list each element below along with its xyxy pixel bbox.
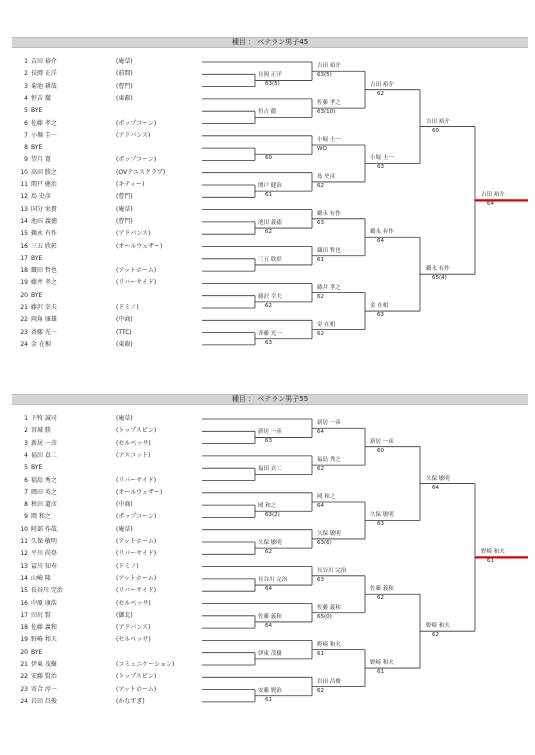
draw-number: 7	[24, 131, 28, 139]
match-score: 61	[317, 650, 324, 657]
club-name: (TTC)	[116, 328, 132, 336]
draw-number: 15	[20, 587, 28, 595]
player-name: 池田 義徳	[31, 217, 57, 225]
match-score: 62	[432, 632, 439, 639]
player-name: 長谷川 完治	[31, 587, 63, 595]
player-name: 寄合 淳一	[31, 685, 57, 693]
draw-number: 3	[24, 82, 28, 90]
player-name: 冨川 知寿	[31, 562, 57, 570]
player-name: 久保 敏明	[31, 538, 57, 545]
draw-number: 13	[20, 562, 28, 570]
player-name: 恒吉 徹	[31, 94, 51, 102]
club-name: (アットホーム)	[116, 538, 157, 545]
match-winner: 吉田 裕介	[317, 63, 341, 70]
player-name: 藤井 孝之	[31, 279, 57, 287]
draw-number: 12	[20, 550, 28, 558]
club-name: (アットホーム)	[116, 267, 157, 275]
draw-number: 16	[20, 242, 28, 250]
club-name: (ドミノ)	[116, 562, 139, 570]
club-name: (リバーサイド)	[116, 279, 157, 287]
club-name: (リバーサイド)	[116, 476, 157, 484]
match-winner: 小堀 圭一	[370, 155, 394, 162]
match-winner: 野崎 和夫	[317, 641, 341, 648]
match-winner: 鵜永 有作	[426, 266, 450, 273]
club-name: (庵草)	[116, 205, 133, 213]
match-winner: 長谷川 完治	[317, 567, 347, 574]
match-winner: 久保 敏明	[426, 475, 450, 482]
player-name: 吉田 裕介	[31, 58, 57, 65]
match-winner: 岡 和之	[258, 503, 277, 510]
match-score: 62	[377, 90, 384, 97]
draw-number: 14	[20, 217, 28, 225]
club-name: (東叡)	[116, 94, 133, 102]
draw-number: 23	[20, 328, 28, 336]
draw-number: 16	[20, 599, 28, 607]
player-name: 中原 康浩	[31, 599, 57, 607]
draw-number: 22	[20, 316, 28, 324]
club-name: (中商)	[116, 316, 133, 324]
match-score: 63	[265, 438, 272, 445]
draw-number: 1	[24, 415, 28, 422]
draw-number: 11	[20, 181, 28, 188]
draw-number: 6	[24, 476, 28, 484]
match-score: 62	[317, 293, 324, 300]
player-name: 島 史彦	[31, 193, 51, 201]
draw-number: 2	[24, 427, 28, 435]
draw-number: 11	[20, 538, 28, 545]
draw-number: 5	[24, 107, 28, 115]
match-score: 62	[265, 549, 272, 556]
player-name: 佐藤 義和	[31, 624, 57, 632]
match-score: 63	[377, 521, 384, 528]
draw-number: 4	[24, 94, 28, 102]
match-winner: 福島 秀之	[317, 457, 341, 464]
player-name: 福田 貞二	[31, 451, 57, 459]
player-name: BYE	[31, 291, 43, 299]
club-name: (コミュニケーション)	[116, 661, 175, 668]
match-winner: 新居 一彦	[317, 420, 341, 427]
draw-number: 10	[20, 168, 28, 176]
player-name: 岡 和之	[31, 513, 51, 521]
club-name: (セルベッサ)	[116, 599, 151, 607]
event-title: 種目 ： ベテラン男子55	[231, 395, 309, 403]
match-winner: 小堀 圭一	[317, 137, 341, 144]
match-score: 63(5)	[317, 72, 332, 79]
match-score: 63	[317, 576, 324, 583]
match-score: 63	[377, 312, 384, 319]
match-winner: 野崎 和夫	[370, 660, 394, 667]
club-name: (セルベッサ)	[116, 636, 151, 644]
match-winner: 吉田 裕介	[426, 118, 450, 125]
player-name: 山崎 隆	[31, 574, 51, 582]
match-score: 63(10)	[317, 109, 336, 116]
match-score: 65(4)	[432, 275, 447, 282]
club-name: (庵草)	[116, 525, 133, 533]
draw-number: 20	[20, 291, 28, 299]
draw-number: 8	[24, 144, 28, 152]
club-name: (東叡)	[116, 340, 133, 348]
draw-number: 12	[20, 193, 28, 201]
match-score: 63	[377, 164, 384, 171]
draw-number: 13	[20, 205, 28, 213]
club-name: (アドバンス)	[116, 131, 151, 139]
match-winner: 福田 貞二	[258, 466, 282, 473]
club-name: (オールウェザー)	[116, 242, 163, 250]
draw-number: 20	[20, 648, 28, 656]
draw-number: 19	[20, 636, 28, 644]
club-name: (アドバンス)	[116, 230, 151, 238]
player-name: BYE	[31, 254, 43, 262]
club-name: (OVテニスクラブ)	[116, 168, 166, 176]
club-name: (ドミノ)	[116, 304, 139, 311]
club-name: (トップスピン)	[116, 673, 157, 681]
club-name: (かなすぎ)	[116, 697, 145, 705]
club-name: (キティー)	[116, 181, 145, 188]
player-name: 高田 勝之	[31, 168, 57, 176]
club-name: (曹門)	[116, 217, 133, 225]
match-winner: 久保 敏明	[317, 530, 341, 537]
player-name: 織田 哲也	[31, 267, 57, 275]
champion-name: 野崎 和夫	[481, 549, 505, 556]
match-winner: 伊東 茂樹	[258, 650, 282, 657]
match-winner: 佐藤 義和	[317, 604, 341, 611]
match-winner: 岡 和之	[317, 494, 336, 501]
club-name: (ポップコーン)	[116, 513, 157, 521]
player-name: 藤沢 幸夫	[31, 304, 57, 311]
match-score: 61	[317, 256, 324, 263]
match-winner: 三五 欣彰	[258, 256, 282, 263]
player-name: 望月 寛	[31, 156, 51, 164]
draw-number: 14	[20, 574, 28, 582]
player-name: BYE	[31, 464, 43, 472]
player-name: BYE	[31, 648, 43, 656]
match-score: 61	[377, 669, 384, 676]
match-winner: 藤井 孝之	[317, 284, 341, 291]
match-score: 62	[265, 229, 272, 236]
match-score: 63(6)	[317, 539, 332, 546]
club-name: (ポップコーン)	[116, 119, 157, 127]
draw-number: 9	[24, 513, 28, 521]
match-winner: 久保 敏明	[258, 540, 282, 547]
match-winner: 新居 一彦	[258, 429, 282, 436]
match-score: 64	[377, 238, 384, 245]
player-name: 阿部 作哉	[31, 525, 57, 533]
player-name: 小堀 圭一	[31, 131, 57, 139]
player-name: BYE	[31, 107, 43, 115]
match-winner: 織田 哲也	[317, 247, 341, 254]
player-name: 斉藤 光一	[31, 328, 57, 336]
club-name: (アスコット)	[116, 451, 151, 459]
draw-number: 7	[24, 488, 28, 496]
player-name: 長岡 正洋	[31, 70, 57, 78]
match-score: 64	[432, 484, 439, 491]
match-score: 62	[377, 595, 384, 602]
draw-number: 17	[20, 254, 28, 262]
match-winner: 藤沢 幸夫	[258, 293, 282, 300]
draw-number: 22	[20, 673, 28, 681]
draw-number: 5	[24, 464, 28, 472]
match-winner: 野崎 和夫	[426, 623, 450, 630]
player-name: 福島 秀之	[31, 476, 57, 484]
player-name: 秋田 道彦	[31, 501, 57, 509]
match-winner: 吉田 裕介	[370, 81, 394, 88]
club-name: (曹門)	[116, 82, 133, 90]
draw-number: 21	[20, 304, 28, 311]
club-name: (リバーサイド)	[116, 550, 157, 558]
match-winner: 鵜永 有作	[370, 229, 394, 236]
match-winner: 斉藤 光一	[258, 330, 282, 337]
match-score: 63	[317, 219, 324, 226]
match-winner: 恒吉 徹	[258, 109, 277, 116]
club-name: (アットホーム)	[116, 574, 157, 582]
match-winner: 安藤 賢治	[258, 687, 282, 694]
player-name: 岡田 英之	[31, 488, 57, 496]
draw-number: 24	[20, 697, 28, 705]
player-name: 両角 康雄	[31, 316, 57, 324]
match-winner: 長岡 正洋	[258, 72, 282, 79]
player-name: 野崎 和夫	[31, 636, 57, 644]
match-score: 63	[265, 339, 272, 346]
draw-number: 10	[20, 525, 28, 533]
match-score: 64	[265, 586, 272, 593]
match-score: 60	[265, 155, 272, 162]
match-winner: 島 史彦	[317, 173, 336, 180]
draw-number: 4	[24, 451, 28, 459]
player-name: 金 在相	[31, 340, 51, 348]
club-name: (庵草)	[116, 415, 133, 422]
draw-number: 15	[20, 230, 28, 238]
match-score: 64	[265, 622, 272, 629]
club-name: (アットホーム)	[116, 685, 157, 693]
draw-number: 6	[24, 119, 28, 127]
player-name: 田尻 賢	[31, 611, 51, 619]
draw-number: 17	[20, 611, 28, 619]
match-score: WO	[317, 146, 327, 153]
match-winner: 岩田 昌俊	[317, 678, 341, 685]
player-name: 宮城 勝	[31, 427, 51, 435]
match-winner: 久保 敏明	[370, 512, 394, 519]
club-name: (前間)	[116, 70, 133, 78]
player-name: 佐藤 孝之	[31, 119, 57, 127]
match-score: 60	[432, 127, 439, 134]
champion-name: 吉田 裕介	[481, 192, 505, 199]
match-score: 63(2)	[265, 512, 280, 519]
club-name: (ポップコーン)	[116, 156, 157, 164]
match-score: 64	[317, 503, 324, 510]
match-score: 62	[317, 330, 324, 337]
match-winner: 鵜永 有作	[317, 210, 341, 217]
champion-score: 61	[487, 558, 494, 565]
match-score: 61	[265, 192, 272, 199]
draw-number: 1	[24, 58, 28, 65]
match-winner: 佐藤 義和	[370, 586, 394, 593]
match-score: 62	[317, 687, 324, 694]
club-name: (中商)	[116, 501, 133, 509]
match-score: 62	[317, 466, 324, 473]
match-score: 62	[265, 302, 272, 309]
club-name: (アドバンス)	[116, 624, 151, 632]
player-name: 関戸 健治	[31, 181, 57, 188]
player-name: 平川 尚登	[31, 550, 57, 558]
draw-number: 23	[20, 685, 28, 693]
draw-number: 3	[24, 439, 28, 447]
player-name: 岩田 昌俊	[31, 697, 57, 705]
match-score: 62	[317, 182, 324, 189]
player-name: 下牧 誠司	[31, 415, 57, 422]
club-name: (オールウェザー)	[116, 488, 163, 496]
player-name: 安藤 賢治	[31, 673, 57, 681]
draw-number: 2	[24, 70, 28, 78]
player-name: 国分 栄貴	[31, 205, 57, 213]
match-winner: 佐藤 孝之	[317, 100, 341, 107]
match-score: 61	[265, 696, 272, 703]
player-name: BYE	[31, 144, 43, 152]
club-name: (リバーサイド)	[116, 587, 157, 595]
club-name: (曹門)	[116, 193, 133, 201]
draw-number: 21	[20, 661, 28, 668]
draw-number: 8	[24, 501, 28, 509]
match-winner: 佐藤 義和	[258, 613, 282, 620]
match-winner: 新居 一彦	[370, 438, 394, 445]
match-winner: 金 在相	[370, 303, 389, 310]
match-winner: 金 在相	[317, 321, 336, 328]
club-name: (トップスピン)	[116, 427, 157, 435]
player-name: 伊東 茂樹	[31, 661, 57, 668]
player-name: 菊池 耕哉	[31, 82, 57, 90]
match-winner: 長谷川 完治	[258, 577, 288, 584]
match-winner: 池田 義徳	[258, 220, 282, 227]
champion-score: 64	[487, 201, 494, 208]
player-name: 新居 一彦	[31, 439, 57, 447]
draw-number: 24	[20, 340, 28, 348]
draw-number: 19	[20, 279, 28, 287]
draw-number: 18	[20, 624, 28, 632]
club-name: (セルベッサ)	[116, 439, 151, 447]
match-score: 60	[377, 447, 384, 454]
club-name: (御北)	[116, 611, 133, 619]
match-score: 65(0)	[317, 613, 332, 620]
match-score: 64	[317, 429, 324, 436]
draw-number: 9	[24, 156, 28, 164]
club-name: (庵草)	[116, 58, 133, 65]
player-name: 三五 欣彰	[31, 242, 57, 250]
player-name: 鵜永 有作	[31, 230, 57, 238]
match-winner: 関戸 健治	[258, 183, 282, 190]
draw-number: 18	[20, 267, 28, 275]
match-score: 63(5)	[265, 81, 280, 88]
event-title: 種目 ： ベテラン男子45	[231, 38, 309, 46]
